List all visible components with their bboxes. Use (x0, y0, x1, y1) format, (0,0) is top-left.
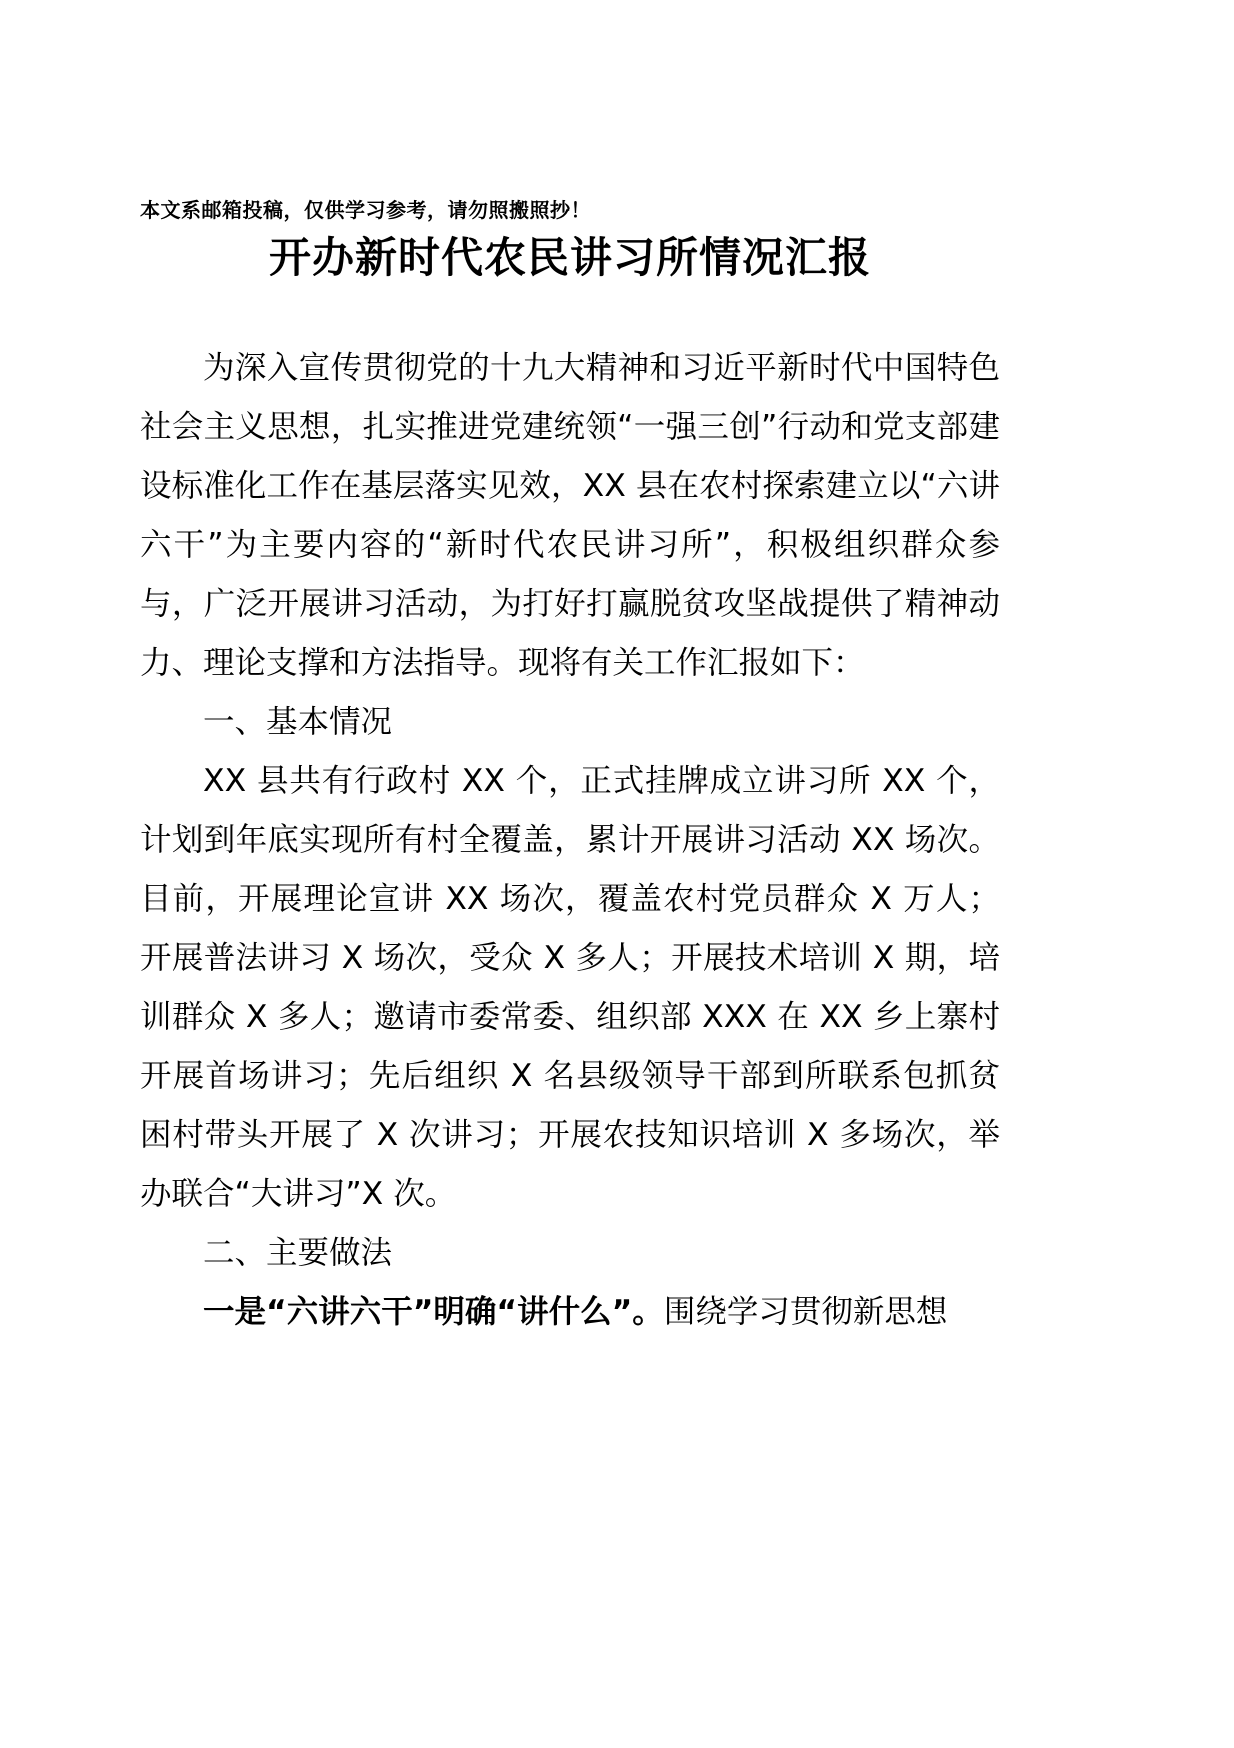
section-2-bold-lead: 一是“六讲六干”明确“讲什么”。 (203, 1293, 664, 1330)
section-2-paragraph-rest: 围绕学习贯彻新思想 (663, 1293, 948, 1330)
document-content (140, 196, 1000, 1342)
section-paragraph-2 (140, 1283, 1000, 1342)
section-heading-2: 二、主要做法 (203, 1234, 393, 1271)
page-title: 开办新时代农民讲习所情况汇报 (268, 233, 871, 282)
section-paragraph-1: XX 县共有行政村 XX 个，正式挂牌成立讲习所 XX 个，计划到年底实现所有村全覆盖，累计开展讲习活动 XX 场次。目前，开展理论宣讲 XX 场次，覆盖农村党员群众 X 万人；开展普法讲习 X 场次，受众 X 多人；开展技术培训 X 期，培训群众 X 多人；邀请市委常委、组织部 XXX 在 XX 乡上寨村开展首场讲习；先后组织 X 名县级领导干部到所联系包抓贫困村带头开展了 X 次讲习；开展农技知识培训 X 多场次，举办联合“大讲习”X 次。 (140, 762, 1000, 1212)
intro-paragraph: 为深入宣传贯彻党的十九大精神和习近平新时代中国特色社会主义思想，扎实推进党建统领“一强三创”行动和党支部建设标准化工作在基层落实见效，XX 县在农村探索建立以“六讲六干”为主要内容的“新时代农民讲习所”，积极组织群众参与，广泛开展讲习活动，为打好打赢脱贫攻坚战提供了精神动力、理论支撑和方法指导。现将有关工作汇报如下： (140, 349, 1000, 681)
submission-notice: 本文系邮箱投稿，仅供学习参考，请勿照搬照抄！ (140, 198, 591, 222)
section-heading-1: 一、基本情况 (203, 703, 393, 740)
